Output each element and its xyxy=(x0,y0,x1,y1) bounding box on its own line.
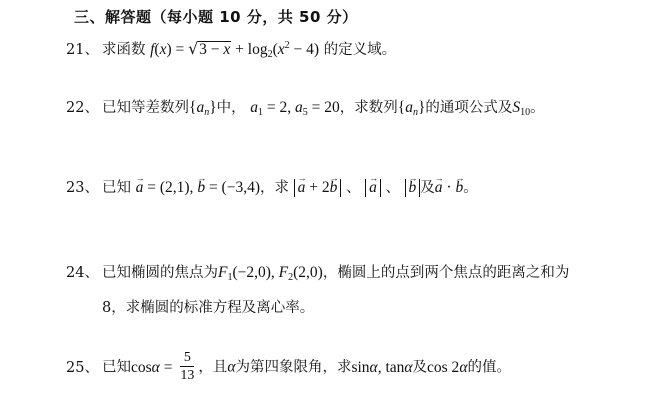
question-text-tail: 的值。 xyxy=(467,359,511,376)
question-text: 已知等差数列 xyxy=(102,100,189,116)
question-text-mid: ，椭圆上的点到两个焦点的距离之和为 xyxy=(322,265,570,281)
separator: 、 xyxy=(345,180,361,196)
question-number: 25、 xyxy=(66,359,99,376)
question-text-end: 。 xyxy=(530,100,545,116)
question-22 xyxy=(66,98,545,123)
formula-function: f(x) = √ $3 - x + \log_2(x^2 - 4)$ xyxy=(150,39,320,60)
question-25 xyxy=(66,350,511,385)
question-text-mid: 中， xyxy=(216,100,246,116)
question-text: 已知 xyxy=(102,359,131,376)
formula-cos: cosα = $\frac{5}{13}$ xyxy=(131,350,195,383)
question-text: 已知椭圆的焦点为 xyxy=(102,265,218,281)
formula-norm-b: → b xyxy=(405,179,421,197)
question-text-mid: ，且 xyxy=(198,359,228,376)
question-number: 21、 xyxy=(66,42,99,58)
question-24-line2: 8，求椭圆的标准方程及离心率。 xyxy=(102,300,315,316)
separator: 、 xyxy=(385,180,400,196)
formula-seq: $\{a_n\}$ xyxy=(397,99,426,118)
question-text-tail: 的定义域。 xyxy=(323,42,397,58)
formula-seq: $\{a_n\}$ xyxy=(189,99,217,118)
question-number: 23、 xyxy=(66,180,99,196)
question-text-and: 及 xyxy=(420,180,435,196)
formula-sum: $S_{10}$ xyxy=(512,99,531,118)
question-text-ask: ，求 xyxy=(260,180,289,196)
formula-vectors: → a = (2,1), → b = (−3,4) xyxy=(136,180,260,196)
formula-alpha: α xyxy=(227,358,236,376)
formula-cos2: cos 2α xyxy=(427,358,468,376)
formula-foci: $F_1(-2,0)$, $F_2(2,0)$ xyxy=(218,264,323,283)
fraction-numerator: 5 xyxy=(180,350,194,367)
formula-dot: → a · → b xyxy=(435,180,463,196)
formula-terms: $a_1 = 2$, $a_5 = 20$ xyxy=(250,99,340,118)
question-text-cond: ，求数列 xyxy=(339,100,398,116)
question-number: 24、 xyxy=(66,265,99,281)
formula-sin-tan: sinα, tanα xyxy=(351,358,413,376)
question-text-quad: 为第四象限角，求 xyxy=(235,359,352,376)
question-text-and: 及 xyxy=(412,359,428,376)
question-text: 求函数 xyxy=(102,42,146,58)
section-title: 三、解答题（每小题 10 分，共 50 分） xyxy=(74,8,358,26)
question-text-end: 。 xyxy=(463,180,478,196)
question-24 xyxy=(66,263,569,288)
fraction-denominator: 13 xyxy=(180,368,195,383)
question-number: 22、 xyxy=(66,100,99,116)
question-21 xyxy=(66,36,396,65)
question-23 xyxy=(66,178,478,198)
question-text-tail: 的通项公式及 xyxy=(425,100,513,116)
formula-norm-sum: → a + 2→ b xyxy=(294,179,342,197)
question-text: 已知 xyxy=(102,180,131,196)
formula-norm-a: → a xyxy=(365,179,381,197)
